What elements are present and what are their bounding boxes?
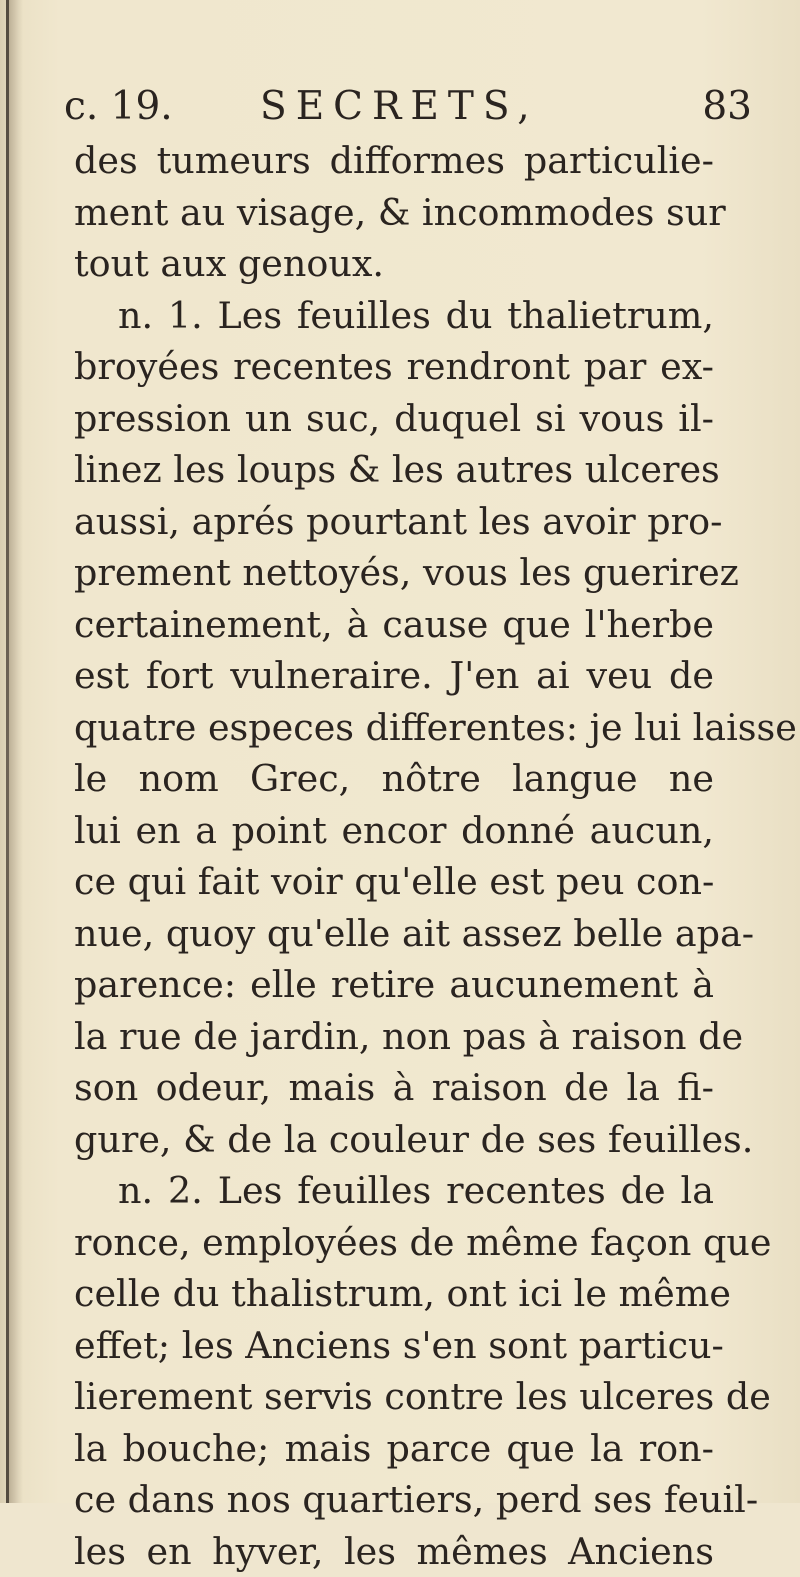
text-line: certainement, à cause que l'herbe — [74, 599, 714, 651]
running-title: SECRETS, — [260, 82, 539, 132]
paragraph-start-line: n. 2. Les feuilles recentes de la — [74, 1165, 714, 1217]
text-line: linez les loups & les autres ulceres — [74, 444, 714, 496]
running-header — [64, 82, 764, 132]
text-line: quatre especes differentes: je lui laisse — [74, 702, 714, 754]
text-line: la bouche; mais parce que la ron- — [74, 1423, 714, 1475]
text-line: la rue de jardin, non pas à raison de — [74, 1011, 714, 1063]
text-line: ce dans nos quartiers, perd ses feuil- — [74, 1474, 714, 1526]
text-line: effet; les Anciens s'en sont particu- — [74, 1320, 714, 1372]
text-line: parence: elle retire aucunement à — [74, 959, 714, 1011]
text-line: le nom Grec, nôtre langue ne — [74, 753, 714, 805]
text-line: les en hyver, les mêmes Anciens — [74, 1526, 714, 1577]
text-line: broyées recentes rendront par ex- — [74, 341, 714, 393]
body-text — [74, 135, 714, 1577]
text-line: gure, & de la couleur de ses feuilles. — [74, 1114, 714, 1166]
text-line: lierement servis contre les ulceres de — [74, 1371, 714, 1423]
section-signature: c. 19. — [64, 82, 173, 132]
text-line: ce qui fait voir qu'elle est peu con- — [74, 856, 714, 908]
text-line: ment au visage, & incommodes sur — [74, 187, 714, 239]
paragraph-start-line: n. 1. Les feuilles du thalietrum, — [74, 290, 714, 342]
text-line: tout aux genoux. — [74, 238, 714, 290]
text-line: prement nettoyés, vous les guerirez — [74, 547, 714, 599]
text-line: celle du thalistrum, ont ici le même — [74, 1268, 714, 1320]
text-line: pression un suc, duquel si vous il- — [74, 393, 714, 445]
text-line: des tumeurs difformes particulie- — [74, 135, 714, 187]
page-number: 83 — [702, 82, 752, 132]
text-line: ronce, employées de même façon que — [74, 1217, 714, 1269]
text-line: son odeur, mais à raison de la fi- — [74, 1062, 714, 1114]
text-line: lui en a point encor donné aucun, — [74, 805, 714, 857]
text-line: aussi, aprés pourtant les avoir pro- — [74, 496, 714, 548]
text-line: est fort vulneraire. J'en ai veu de — [74, 650, 714, 702]
text-line: nue, quoy qu'elle ait assez belle apa- — [74, 908, 714, 960]
binding-shadow — [9, 0, 23, 1503]
